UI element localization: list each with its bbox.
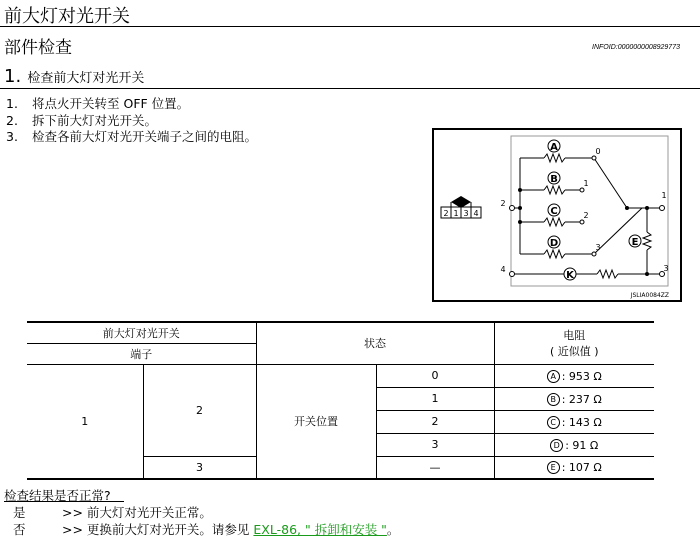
resistor-label: D <box>549 238 559 249</box>
position-cell: 3 <box>376 433 494 456</box>
resistance-value: : 237 Ω <box>561 392 602 406</box>
resistor-label: K <box>566 270 574 281</box>
answer-no-prefix: >> 更换前大灯对光开关。请参见 <box>62 522 254 537</box>
resistance-value: : 107 Ω <box>561 461 602 475</box>
title-divider <box>0 26 700 27</box>
connector-pin: 4 <box>473 209 479 218</box>
resistor-label: E <box>631 237 639 248</box>
header-resistance <box>494 322 654 364</box>
step-divider <box>0 88 700 89</box>
terminal-a: 1 <box>27 364 143 479</box>
terminal-label: 3 <box>663 264 669 273</box>
terminal-label: 4 <box>500 265 506 274</box>
diagram-code: JSLIA0084ZZ <box>630 292 669 299</box>
reference-link[interactable]: EXL-86, " 拆卸和安装 " <box>253 522 387 537</box>
step-item-number: 3. <box>6 129 18 144</box>
connector-pin: 2 <box>443 209 449 218</box>
resistance-table <box>27 321 654 480</box>
info-id: INFOID:0000000008929773 <box>592 44 680 51</box>
step-item-number: 2. <box>6 113 18 128</box>
position-cell: 2 <box>376 410 494 433</box>
switch-circuit-diagram <box>432 128 682 302</box>
resistor-label: C <box>550 206 558 217</box>
resistor-mark: A <box>547 370 560 383</box>
answer-yes-text: >> 前大灯对光开关正常。 <box>62 505 212 520</box>
position-label: 1 <box>583 179 589 188</box>
terminal-label: 1 <box>661 191 667 200</box>
step-item-number: 1. <box>6 96 18 111</box>
resistance-value: : 953 Ω <box>561 369 602 383</box>
resistor-label: B <box>550 174 558 185</box>
header-resistance-note: ( 近似值 ) <box>549 345 599 359</box>
answer-no-text <box>62 520 399 538</box>
answer-no-suffix: 。 <box>386 522 400 537</box>
position-cell: 1 <box>376 387 494 410</box>
step-number: 1. <box>4 66 22 87</box>
step-heading <box>4 66 144 87</box>
resistance-cell <box>494 387 654 410</box>
page-title: 前大灯对光开关 <box>4 6 130 27</box>
resistance-cell <box>494 410 654 433</box>
position-cell: — <box>376 456 494 479</box>
state-label: 开关位置 <box>256 364 376 479</box>
resistance-value: : 143 Ω <box>561 415 602 429</box>
result-question-underline <box>4 501 124 502</box>
position-cell: 0 <box>376 364 494 387</box>
result-question: 检查结果是否正常? <box>4 488 111 503</box>
position-label: 3 <box>595 243 601 252</box>
step-item-text: 检查各前大灯对光开关端子之间的电阻。 <box>32 129 258 144</box>
page-subtitle: 部件检查 <box>4 38 72 58</box>
resistor-mark: D <box>550 439 563 452</box>
resistance-cell <box>494 456 654 479</box>
step-heading-text: 检查前大灯对光开关 <box>27 71 145 86</box>
resistance-cell <box>494 364 654 387</box>
terminal-label: 2 <box>500 199 506 208</box>
step-item <box>6 127 257 145</box>
header-state: 状态 <box>256 322 494 364</box>
resistance-cell <box>494 433 654 456</box>
step-item-text: 拆下前大灯对光开关。 <box>32 113 158 128</box>
header-switch-name: 前大灯对光开关 <box>27 322 256 343</box>
resistor-mark: C <box>547 416 560 429</box>
terminal-b: 3 <box>143 456 256 479</box>
step-item <box>6 94 189 112</box>
step-item-text: 将点火开关转至 OFF 位置。 <box>32 96 190 111</box>
answer-no-label: 否 <box>13 522 26 537</box>
connector-pin: 3 <box>463 209 469 218</box>
resistor-label: A <box>550 142 558 153</box>
header-resistance-label: 电阻 <box>563 329 586 343</box>
answer-yes-label: 是 <box>13 505 26 520</box>
header-terminal: 端子 <box>27 343 256 364</box>
position-label: 0 <box>595 147 601 156</box>
position-label: 2 <box>583 211 589 220</box>
resistor-mark: E <box>547 461 560 474</box>
resistor-mark: B <box>547 393 560 406</box>
resistance-value: : 91 Ω <box>565 438 599 452</box>
terminal-b: 2 <box>143 364 256 456</box>
connector-pin: 1 <box>453 209 459 218</box>
